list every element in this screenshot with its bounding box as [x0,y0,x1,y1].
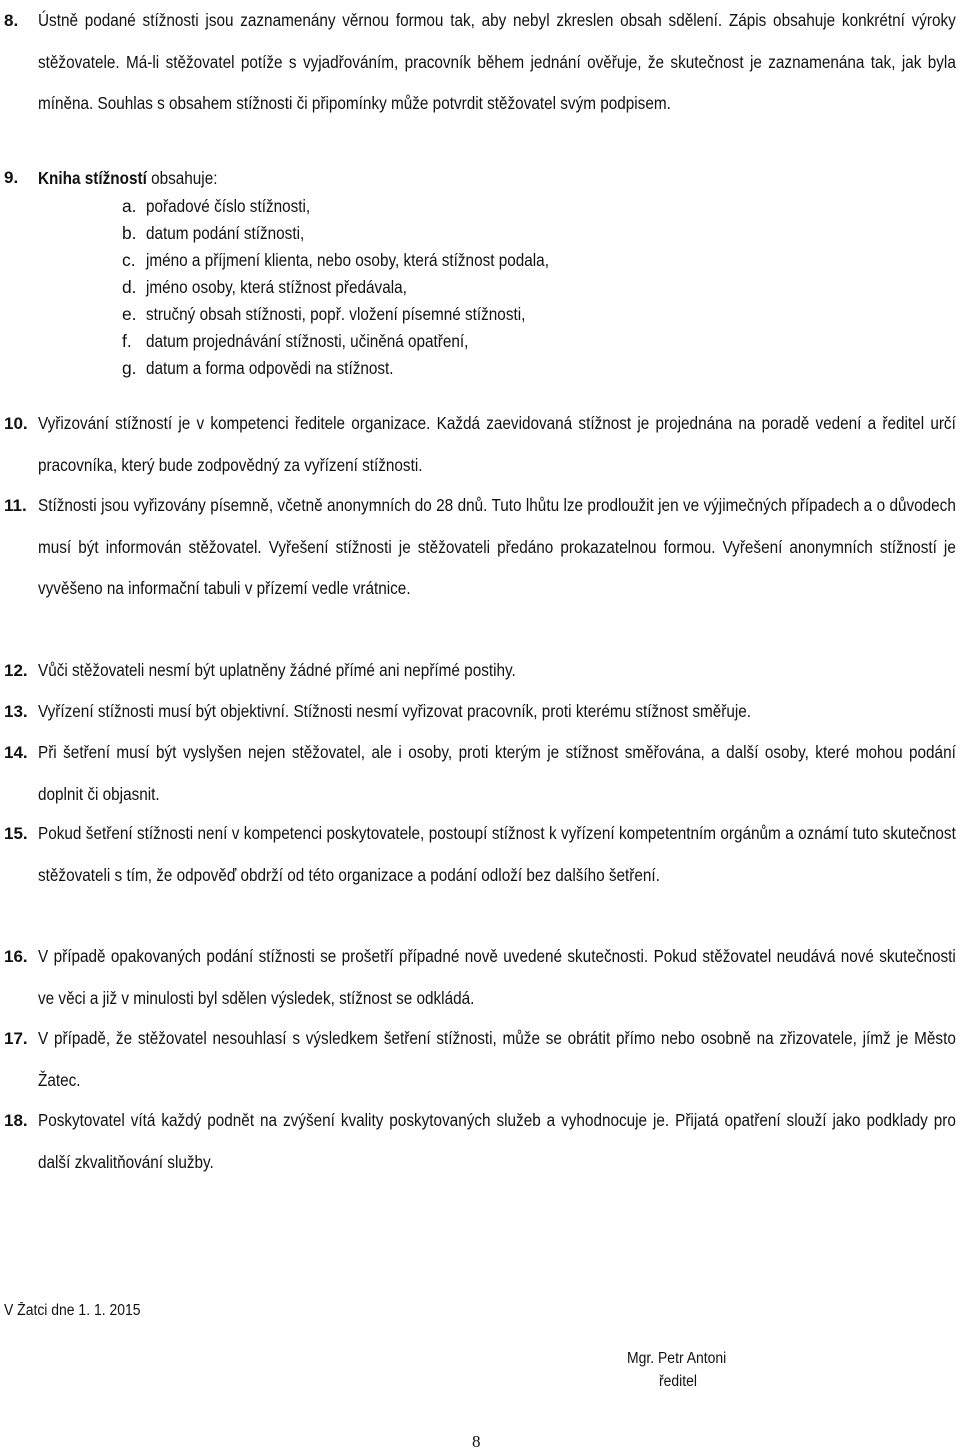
signatory-role: ředitel [659,1373,697,1390]
paragraph-text: Vůči stěžovateli nesmí být uplatněny žádné přímé ani nepřímé postihy. [38,660,516,680]
section-heading [38,166,217,190]
paragraph-number: 12. [4,661,28,680]
paragraph-9 [0,166,960,190]
paragraph-8 [0,0,960,168]
list-text: jméno osoby, která stížnost předávala, [146,277,407,297]
signatory-name: Mgr. Petr Antoni [627,1350,727,1367]
paragraph-number: 18. [4,1111,28,1130]
paragraph-text: Pokud šetření stížnosti není v kompetenci poskytovatele, postoupí stížnost k vyřízení kompetentním orgánům a oznámí tuto skutečnost stěžovateli s tím, že odpověď obdrží od této organizace a podání odloží bez dalšího šetření. [38,823,956,885]
paragraph-text: Vyřizování stížností je v kompetenci ředitele organizace. Každá zaevidovaná stížnost je projednána na poradě vedení a ředitel určí pracovníka, který bude zodpovědný za vyřízení stížnosti. [38,413,956,475]
list-letter: b. [122,223,137,243]
paragraph-number: 13. [4,702,28,721]
paragraph-text: Při šetření musí být vyslyšen nejen stěžovatel, ale i osoby, proti kterým je stížnost směřována, a další osoby, které mohou podání doplnit či objasnit. [38,742,956,804]
paragraph-text: Vyřízení stížnosti musí být objektivní. Stížnosti nesmí vyřizovat pracovník, proti kterému stížnost směřuje. [38,701,752,721]
list-letter: g. [122,358,137,378]
list-text: pořadové číslo stížnosti, [146,196,311,216]
paragraph-text: Ústně podané stížnosti jsou zaznamenány věrnou formou tak, aby nebyl zkreslen obsah sdělení. Zápis obsahuje konkrétní výroky stěžovatele. Má-li stěžovatel potíže s vyjadřováním, pracovník během jednání ověřuje, že skutečnost je zaznamenána tak, jak byla míněna. Souhlas s obsahem stížnosti či připomínky může potvrdit stěžovatel svým podpisem. [38,10,956,113]
list-letter: d. [122,277,137,297]
paragraph-text: V případě opakovaných podání stížnosti se prošetří případné nově uvedené skutečnosti. Pokud stěžovatel neudává nové skutečnosti ve věci a již v minulosti byl sdělen výsledek, stížnost se odkládá. [38,946,956,1008]
list-letter: c. [122,250,136,270]
paragraph-number: 11. [4,496,27,515]
list-text: datum podání stížnosti, [146,223,305,243]
paragraph-number: 17. [4,1029,28,1048]
list-text: stručný obsah stížnosti, popř. vložení písemné stížnosti, [146,304,526,324]
page-number: 8 [472,1432,481,1451]
list-text: datum a forma odpovědi na stížnost. [146,358,394,378]
paragraph-text: Poskytovatel vítá každý podnět na zvýšení kvality poskytovaných služeb a vyhodnocuje je. Přijatá opatření slouží jako podklady pro další zkvalitňování služby. [38,1110,956,1172]
paragraph-number: 9. [4,168,19,187]
place-and-date: V Žatci dne 1. 1. 2015 [4,1302,141,1319]
paragraph-number: 16. [4,947,28,966]
list-text: jméno a příjmení klienta, nebo osoby, která stížnost podala, [146,250,549,270]
list-letter: f. [122,331,132,351]
paragraph-number: 8. [4,11,19,30]
paragraph-number: 15. [4,824,28,843]
list-letter: e. [122,304,137,324]
section-heading-bold: Kniha stížností [38,168,147,188]
paragraph-text: V případě, že stěžovatel nesouhlasí s výsledkem šetření stížnosti, může se obrátit přímo nebo osobně na zřizovatele, jímž je Město Žatec. [38,1028,956,1090]
paragraph-number: 14. [4,743,28,762]
list-text: datum projednávání stížnosti, učiněná opatření, [146,331,469,351]
paragraph-text: Stížnosti jsou vyřizovány písemně, včetně anonymních do 28 dnů. Tuto lhůtu lze prodloužit jen ve výjimečných případech a o důvodech musí být informován stěžovatel. Vyřešení stížnosti je stěžovateli předáno prokazatelnou formou. Vyřešení anonymních stížností je vyvěšeno na informační tabuli v přízemí vedle vrátnice. [38,495,956,598]
paragraph-number: 10. [4,414,28,433]
list-letter: a. [122,196,137,216]
section-heading-rest: obsahuje: [146,168,218,188]
